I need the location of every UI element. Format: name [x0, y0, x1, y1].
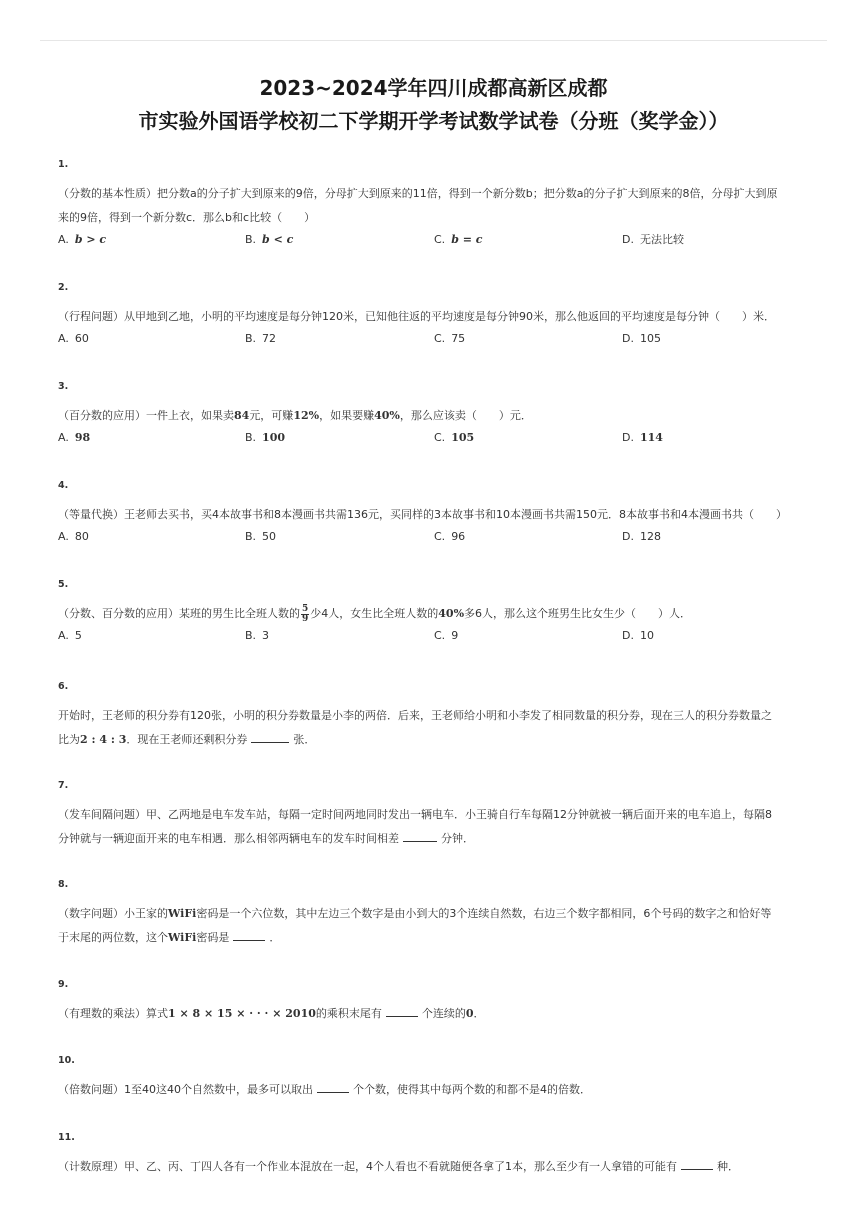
question-1: [58, 158, 808, 250]
question-number: 6.: [58, 681, 69, 692]
question-number: 4.: [58, 480, 69, 491]
question-stem: （分数、百分数的应用）某班的男生比全班人数的 $\frac{5}{9}$ 少4人，女生比全班人数的40%多6人，那么这个班男生比女生少（ ）人．: [58, 603, 692, 624]
question-4: [58, 479, 808, 547]
question-stem: （数字问题）小王家的WiFi密码是一个六位数，其中左边三个数字是由小到大的3个连续自然数，右边三个数字都相同，6个号码的数字之和恰好等 于末尾的两位数，这个WiFi密码是 ．: [58, 907, 772, 944]
question-stem: （等量代换）王老师去买书，买4本故事书和8本漫画书共需136元，买同样的3本故事书和10本漫画书共需150元．8本故事书和4本漫画书共（ ）: [58, 508, 787, 521]
option-b[interactable]: B. 100: [245, 431, 286, 444]
fraction: $\frac{5}{9}$: [302, 603, 309, 624]
question-stem: （计数原理）甲、乙、丙、丁四人各有一个作业本混放在一起，4个人看也不看就随便各拿了1本，那么至少有一人拿错的可能有 种．: [58, 1155, 808, 1179]
question-7: [58, 779, 808, 851]
options-row: [58, 626, 808, 646]
question-stem: （百分数的应用）一件上衣，如果卖84元，可赚12%，如果要赚40%，那么应该卖（ ）元．: [58, 409, 532, 422]
page-title: [0, 72, 867, 138]
question-number: 7.: [58, 780, 69, 791]
answer-blank[interactable]: [233, 928, 265, 941]
answer-blank[interactable]: [386, 1004, 418, 1017]
question-number: 3.: [58, 381, 69, 392]
top-divider: [40, 40, 827, 41]
option-d[interactable]: D. 无法比较: [622, 233, 684, 246]
options-row: [58, 527, 808, 547]
option-d[interactable]: D. 10: [622, 629, 654, 642]
question-11: [58, 1131, 808, 1179]
question-9: [58, 978, 808, 1026]
option-a[interactable]: A. 80: [58, 530, 89, 543]
option-c[interactable]: C. 75: [434, 332, 466, 345]
option-b[interactable]: B. 72: [245, 332, 277, 345]
question-5: [58, 578, 808, 646]
question-10: [58, 1054, 808, 1102]
option-a[interactable]: A. 5: [58, 629, 82, 642]
question-number: 5.: [58, 579, 69, 590]
title-line-2: 市实验外国语学校初二下学期开学考试数学试卷（分班（奖学金））: [138, 109, 729, 133]
option-a[interactable]: A. 98: [58, 431, 91, 444]
question-stem: （行程问题）从甲地到乙地，小明的平均速度是每分钟120米，已知他往返的平均速度是每分钟90米，那么他返回的平均速度是每分钟（ ）米．: [58, 310, 775, 323]
question-stem: （倍数问题）1至40这40个自然数中，最多可以取出 个个数，使得其中每两个数的和都不是4的倍数．: [58, 1078, 808, 1102]
options-row: [58, 329, 808, 349]
question-number: 11.: [58, 1132, 75, 1143]
question-stem: 开始时，王老师的积分券有120张，小明的积分券数量是小李的两倍．后来，王老师给小明和小李发了相同数量的积分券，现在三人的积分券数量之 比为2 : 4 : 3．现在王老师还剩积分券 张．: [58, 709, 772, 746]
answer-blank[interactable]: [403, 829, 437, 842]
option-c[interactable]: C. 96: [434, 530, 466, 543]
option-b[interactable]: B. 50: [245, 530, 277, 543]
option-d[interactable]: D. 114: [622, 431, 663, 444]
option-a[interactable]: A. b > c: [58, 233, 107, 246]
option-c[interactable]: C. 9: [434, 629, 459, 642]
option-d[interactable]: D. 105: [622, 332, 661, 345]
option-c[interactable]: C. b = c: [434, 233, 483, 246]
question-stem: [58, 182, 808, 230]
stem-line: （分数的基本性质）把分数a的分子扩大到原来的9倍，分母扩大到原来的11倍，得到一个新分数b；把分数a的分子扩大到原来的8倍，分母扩大到原: [58, 187, 778, 200]
stem-line: 来的9倍，得到一个新分数c．那么b和c比较（ ）: [58, 211, 316, 224]
answer-blank[interactable]: [251, 730, 289, 743]
question-number: 2.: [58, 282, 69, 293]
question-number: 8.: [58, 879, 69, 890]
question-number: 1.: [58, 159, 69, 170]
options-row: [58, 428, 808, 448]
question-2: [58, 281, 808, 349]
answer-blank[interactable]: [681, 1157, 713, 1170]
title-line-1: 2023~2024学年四川成都高新区成都: [259, 76, 608, 100]
option-a[interactable]: A. 60: [58, 332, 89, 345]
question-3: [58, 380, 808, 448]
options-row: [58, 230, 808, 250]
option-b[interactable]: B. 3: [245, 629, 270, 642]
question-stem: （发车间隔问题）甲、乙两地是电车发车站，每隔一定时间两地同时发出一辆电车．小王骑自行车每隔12分钟就被一辆后面开来的电车追上，每隔8 分钟就与一辆迎面开来的电车相遇．那么相邻两辆电车的发车时间相差 分钟．: [58, 808, 772, 845]
answer-blank[interactable]: [317, 1080, 349, 1093]
question-number: 9.: [58, 979, 69, 990]
question-stem: （有理数的乘法）算式1 × 8 × 15 × · · · × 2010的乘积末尾有 个连续的0．: [58, 1002, 808, 1026]
question-number: 10.: [58, 1055, 75, 1066]
option-d[interactable]: D. 128: [622, 530, 661, 543]
question-8: [58, 878, 808, 950]
option-c[interactable]: C. 105: [434, 431, 475, 444]
question-6: [58, 680, 808, 752]
option-b[interactable]: B. b < c: [245, 233, 294, 246]
